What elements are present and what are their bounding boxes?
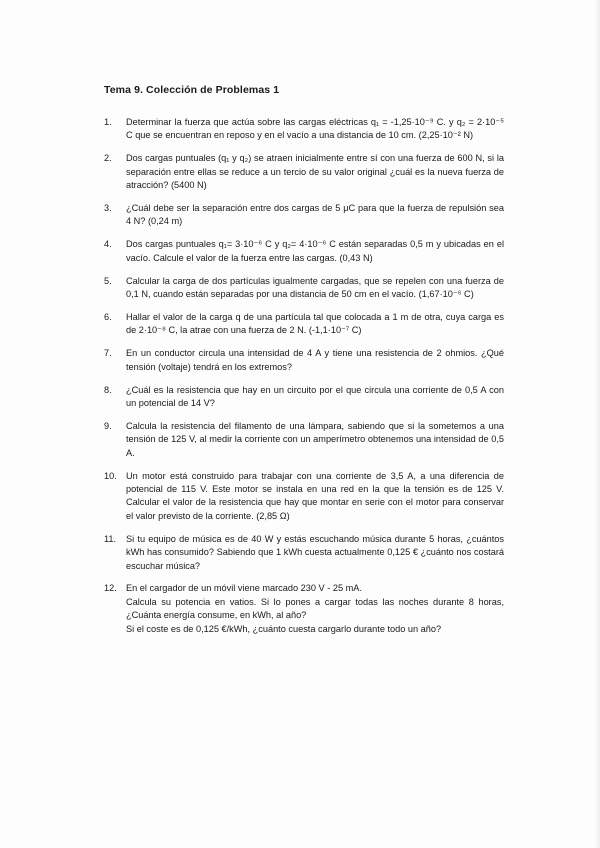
problem-item [104, 275, 504, 302]
problem-text: Determinar la fuerza que actúa sobre las cargas eléctricas q₁ = -1,25·10⁻⁹ C. y q₂ = 2·10⁻⁵ C que se encuentran en reposo y en el vacío a una distancia de 10 cm. (2,25·10⁻² N) [126, 117, 504, 141]
problem-number: 2. [104, 153, 112, 164]
page-title: Tema 9. Colección de Problemas 1 [104, 84, 280, 96]
problem-text: Hallar el valor de la carga q de una partícula tal que colocada a 1 m de otra, cuya carga es de 2·10⁻⁸ C, la atrae con una fuerza de 2 N. (-1,1·10⁻⁷ C) [126, 311, 504, 336]
problem-item [104, 152, 504, 192]
problem-item [104, 420, 504, 460]
problem-number: 5. [104, 275, 112, 286]
problem-number: 11. [104, 533, 117, 544]
problem-number: 1. [104, 117, 112, 127]
problem-number: 3. [104, 203, 112, 214]
problem-text: Si tu equipo de música es de 40 W y estás escuchando música durante 5 horas, ¿cuántos kWh has consumido? Sabiendo que 1 kWh cuesta actualmente 0,125 € ¿cuánto nos costará escuchar música? [126, 533, 504, 571]
problem-item [104, 238, 504, 265]
problem-item [104, 311, 504, 338]
problem-item [104, 582, 504, 636]
problem-number: 9. [104, 420, 112, 431]
problem-number: 12. [104, 583, 117, 594]
problem-item [104, 116, 504, 143]
problem-text: Calcular la carga de dos partículas igualmente cargadas, que se repelen con una fuerza de 0,1 N, cuando están separadas por una distancia de 50 cm en el vacío. (1,67·10⁻⁶ C) [126, 275, 504, 300]
problem-text: En el cargador de un móvil viene marcado 230 V - 25 mA. Calcula su potencia en vatios. Si lo pones a cargar todas las noches durante 8 horas, ¿Cuánta energía consume, en kWh, al año? Si el coste es de 0,125 €/kWh, ¿cuánto cuesta cargarlo durante todo un año? [126, 583, 504, 634]
problem-item [104, 533, 504, 573]
problem-number: 7. [104, 348, 112, 359]
problem-item [104, 470, 504, 524]
problem-number: 4. [104, 239, 112, 250]
problem-text: En un conductor circula una intensidad de 4 A y tiene una resistencia de 2 ohmios. ¿Qué tensión (voltaje) tendrá en los extremos? [126, 348, 504, 372]
problem-text: Calcula la resistencia del filamento de una lámpara, sabiendo que si la sometemos a una tensión de 125 V, al medir la corriente con un amperímetro obtenemos una intensidad de 0,5 A. [126, 420, 504, 458]
problem-item [104, 384, 504, 411]
problem-text: Un motor está construido para trabajar con una corriente de 3,5 A, a una diferencia de potencial de 115 V. Este motor se instala en una red en la que la tensión es de 125 V. Calcular el valor de la resistencia que hay que montar en serie con el motor para conservar el valor previsto de la corriente. (2,85 Ω) [126, 470, 504, 521]
problem-text: Dos cargas puntuales (q₁ y q₂) se atraen inicialmente entre sí con una fuerza de 600 N, si la separación entre ellas se reduce a un tercio de su valor original ¿cuál es la nueva fuerza de atracción? (5400 N) [126, 153, 504, 191]
problem-number: 10. [104, 470, 117, 481]
problem-item [104, 347, 504, 374]
problem-number: 6. [104, 311, 112, 322]
page-edge-shadow [594, 0, 600, 848]
problem-number: 8. [104, 384, 112, 395]
problem-text: ¿Cuál debe ser la separación entre dos cargas de 5 μC para que la fuerza de repulsión sea 4 N? (0,24 m) [126, 203, 504, 227]
problem-text: Dos cargas puntuales q₁= 3·10⁻⁶ C y q₂= 4·10⁻⁶ C están separadas 0,5 m y ubicadas en el vacío. Calcule el valor de la fuerza entre las cargas. (0,43 N) [126, 239, 504, 263]
problem-text: ¿Cuál es la resistencia que hay en un circuito por el que circula una corriente de 0,5 A con un potencial de 14 V? [126, 384, 504, 408]
problem-item [104, 202, 504, 229]
problem-list [104, 116, 504, 646]
